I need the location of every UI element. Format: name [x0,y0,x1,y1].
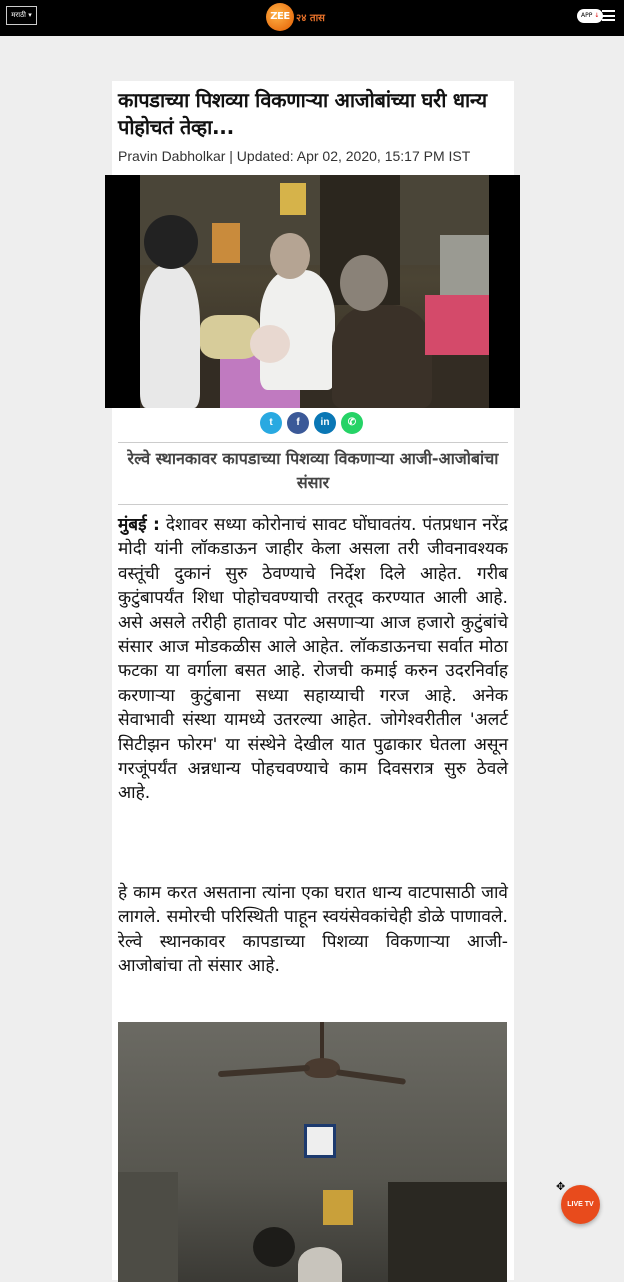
download-arrow-icon: ↓ [594,12,600,19]
twitter-share-icon[interactable]: t [260,412,282,434]
divider [118,504,508,505]
article-paragraph: हे काम करत असताना त्यांना एका घरात धान्य वाटपासाठी जावे लागले. समोरची परिस्थिती पाहून स्वयंसेवकांचेही डोळे पाणावले. रेल्वे स्थानकावर कापडाच्या पिशव्या विकणाऱ्या आजी-आजोबांचा तो संसार आहे. [118,883,508,977]
move-cursor-icon: ✥ [556,1180,566,1193]
article-card [112,81,514,1280]
article-subheading: रेल्वे स्थानकावर कापडाच्या पिशव्या विकणाऱ्या आजी-आजोबांचा संसार [127,449,499,492]
paragraph-body: देशावर सध्या कोरोनाचं सावट घोंघावतंय. पंतप्रधान नरेंद्र मोदी यांनी लॉकडाऊन जाहीर केला असला तरी जीवनावश्यक वस्तूंची दुकानं सुरु ठेवण्याचे निर्देश दिले आहेत. गरीब कुटुंबापर्यंत शिधा पोहोचवण्याची तरतूद करण्यात आली आहे. असे असले तरीही हातावर पोट असणाऱ्या आज हजारो कुटुंबांचे संसार आज मोडकळीस आले आहेत. लॉकडाऊनचा सर्वात मोठा फटका या वर्गाला बसत आहे. रोजची कमाई करुन उदरनिर्वाह करणाऱ्या कुटुंबाना सध्या सहाय्याची गरज आहे. अनेक सेवाभावी संस्था यामध्ये उतरल्या आहेत. जोगेश्वरीतील 'अलर्ट सिटीझन फोरम' या संस्थेने देखील यात पुढाकार घेतला असून गरजूंपर्यंत अन्नधान्य पोहचवण्याचे काम दिवसरात्र सुरु ठेवले आहे. [118,515,508,804]
divider [118,442,508,443]
top-navigation-bar [0,0,624,36]
article-lead-photo [105,175,520,408]
article-paragraph [118,513,508,806]
article-byline: Pravin Dabholkar | Updated: Apr 02, 2020, 15:17 PM IST [118,148,471,164]
app-download-button[interactable] [577,9,603,23]
facebook-share-icon[interactable]: f [287,412,309,434]
site-logo[interactable] [266,2,325,32]
dateline: मुंबई : [118,515,160,535]
linkedin-share-icon[interactable]: in [314,412,336,434]
logo-mark: ZEE [266,3,294,31]
live-tv-button[interactable]: LIVE TV [561,1185,600,1224]
app-label: APP [581,12,593,19]
whatsapp-share-icon[interactable]: ✆ [341,412,363,434]
article-headline: कापडाच्या पिशव्या विकणाऱ्या आजोबांच्या घरी धान्य पोहोचतं तेव्हा... [118,88,487,139]
logo-text: २४ तास [296,13,325,24]
article-second-photo [118,1022,507,1282]
share-bar [260,412,363,434]
menu-icon[interactable] [602,10,615,21]
language-selector[interactable]: मराठी ▾ [6,6,37,25]
